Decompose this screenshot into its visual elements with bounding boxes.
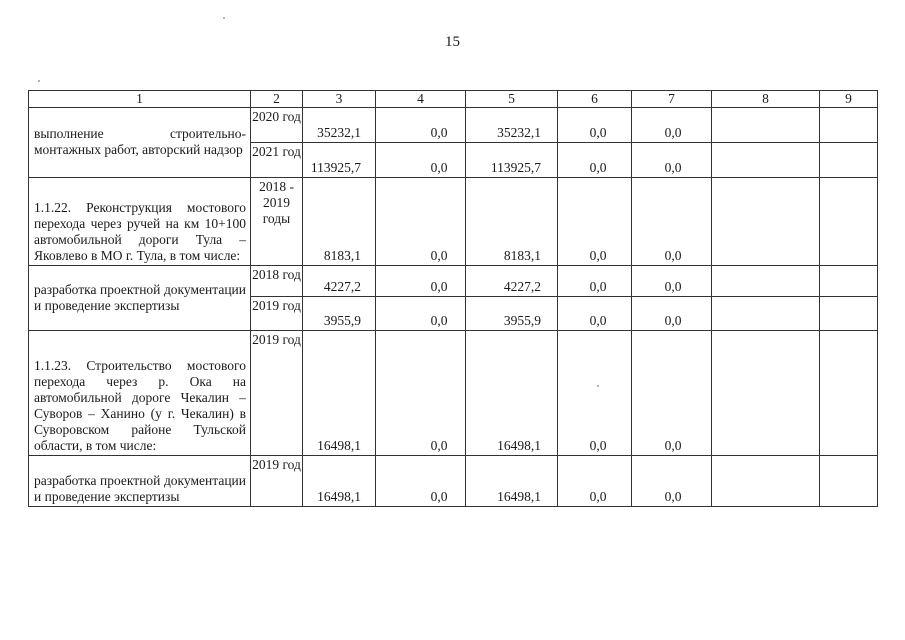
year-cell: 2019 год	[251, 456, 303, 507]
year-cell: 2018 - 2019 годы	[251, 178, 303, 266]
column-header: 9	[820, 91, 878, 108]
year-cell: 2020 год	[251, 108, 303, 143]
value-cell	[820, 108, 878, 143]
value-cell	[820, 297, 878, 331]
value-cell: 8183,1	[466, 178, 558, 266]
row-description: 1.1.23. Строительство мостового перехода через р. Ока на автомобильной дороге Чекалин – Суворов – Ханино (у г. Чекалин) в Суворовском районе Тульской области, в том числе:	[29, 331, 251, 456]
row-description: разработка проектной документации и проведение экспертизы	[29, 456, 251, 507]
value-cell: 0,0	[558, 456, 632, 507]
page-number: 15	[445, 34, 460, 50]
value-cell: 3955,9	[466, 297, 558, 331]
value-cell: 35232,1	[303, 108, 376, 143]
value-cell: 0,0	[632, 108, 712, 143]
value-cell: 0,0	[558, 266, 632, 297]
value-cell	[712, 266, 820, 297]
value-cell	[820, 143, 878, 178]
value-cell: 0,0	[376, 143, 466, 178]
table-row	[29, 266, 878, 297]
column-header: 2	[251, 91, 303, 108]
value-cell	[712, 143, 820, 178]
value-cell: 0,0	[558, 297, 632, 331]
value-cell: 113925,7	[466, 143, 558, 178]
value-cell: 35232,1	[466, 108, 558, 143]
value-cell: 0,0	[376, 266, 466, 297]
table-row	[29, 456, 878, 507]
value-cell: 4227,2	[466, 266, 558, 297]
column-header: 8	[712, 91, 820, 108]
value-cell: 0,0	[632, 266, 712, 297]
value-cell: 0,0	[632, 297, 712, 331]
value-cell	[820, 456, 878, 507]
value-cell	[712, 178, 820, 266]
value-cell	[712, 108, 820, 143]
value-cell: 3955,9	[303, 297, 376, 331]
row-description: выполнение строительно-монтажных работ, авторский надзор	[29, 108, 251, 178]
value-cell: 0,0	[632, 178, 712, 266]
value-cell: 0,0	[376, 178, 466, 266]
value-cell	[712, 331, 820, 456]
value-cell	[820, 178, 878, 266]
value-cell: 8183,1	[303, 178, 376, 266]
value-cell: 0,0	[376, 456, 466, 507]
value-cell: 0,0	[558, 143, 632, 178]
column-header: 7	[632, 91, 712, 108]
value-cell	[820, 331, 878, 456]
row-description: 1.1.22. Реконструкция мостового перехода через ручей на км 10+100 автомобильной дороги Тула – Яковлево в МО г. Тула, в том числе:	[29, 178, 251, 266]
table-row	[29, 331, 878, 456]
column-header: 3	[303, 91, 376, 108]
value-cell: 0,0	[376, 331, 466, 456]
value-cell: 4227,2	[303, 266, 376, 297]
column-header: 6	[558, 91, 632, 108]
scan-speck	[38, 80, 40, 82]
table-row	[29, 108, 878, 143]
year-cell: 2021 год	[251, 143, 303, 178]
value-cell: 0,0	[376, 297, 466, 331]
year-cell: 2019 год	[251, 297, 303, 331]
value-cell: 0,0	[632, 456, 712, 507]
value-cell: 0,0	[376, 108, 466, 143]
value-cell: 0,0	[632, 331, 712, 456]
value-cell: 0,0	[558, 331, 632, 456]
value-cell: 16498,1	[303, 331, 376, 456]
value-cell	[820, 266, 878, 297]
column-header: 1	[29, 91, 251, 108]
table-row	[29, 178, 878, 266]
value-cell	[712, 297, 820, 331]
budget-table	[28, 90, 878, 507]
value-cell: 16498,1	[466, 456, 558, 507]
year-cell: 2018 год	[251, 266, 303, 297]
value-cell: 113925,7	[303, 143, 376, 178]
value-cell: 16498,1	[466, 331, 558, 456]
value-cell: 0,0	[632, 143, 712, 178]
column-header: 4	[376, 91, 466, 108]
column-header: 5	[466, 91, 558, 108]
value-cell: 16498,1	[303, 456, 376, 507]
row-description: разработка проектной документации и проведение экспертизы	[29, 266, 251, 331]
value-cell: 0,0	[558, 178, 632, 266]
year-cell: 2019 год	[251, 331, 303, 456]
value-cell: 0,0	[558, 108, 632, 143]
value-cell	[712, 456, 820, 507]
table-header-row	[29, 91, 878, 108]
scan-speck	[223, 17, 225, 19]
